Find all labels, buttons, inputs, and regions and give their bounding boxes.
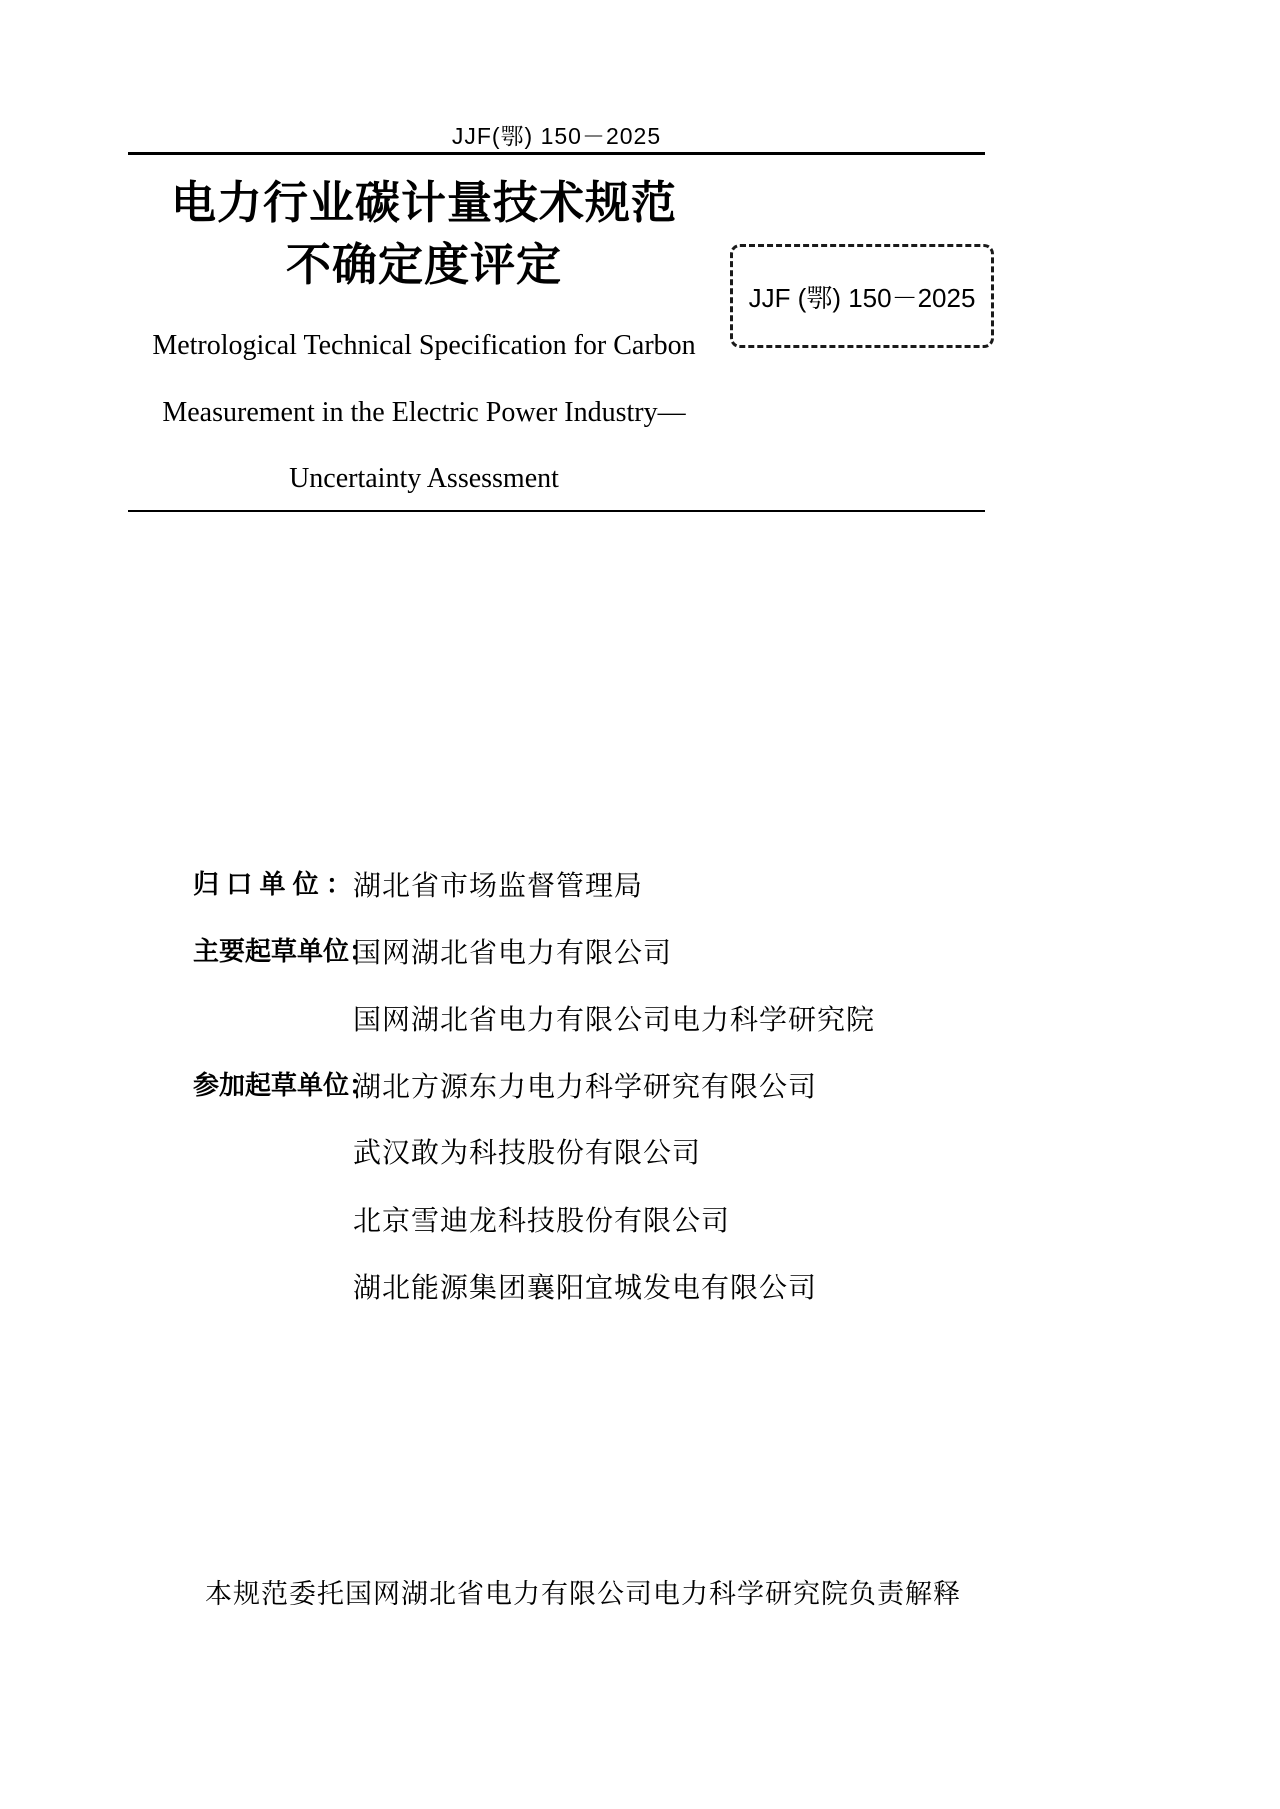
badge-standard-code: JJF (鄂) 150－2025 <box>748 282 976 313</box>
drafting-row <box>0 1065 1280 1101</box>
drafting-row <box>0 864 1280 900</box>
title-english-line1: Metrological Technical Specification for Carbon <box>152 330 696 361</box>
drafting-row <box>0 1131 1280 1167</box>
title-english-line3: Uncertainty Assessment <box>289 463 559 494</box>
drafting-row-label: 主要起草单位： <box>193 936 376 966</box>
drafting-row-value: 武汉敢为科技股份有限公司 <box>353 1138 702 1169</box>
drafting-row-value: 湖北省市场监督管理局 <box>353 871 644 902</box>
drafting-row-label: 参加起草单位： <box>193 1070 376 1100</box>
drafting-row-label: 归 口 单 位 ： <box>193 869 352 899</box>
drafting-row <box>0 931 1280 967</box>
drafting-row-value: 湖北方源东力电力科学研究有限公司 <box>353 1072 818 1103</box>
title-english-line2: Measurement in the Electric Power Industry— <box>162 397 686 428</box>
drafting-row-value: 北京雪迪龙科技股份有限公司 <box>353 1206 731 1237</box>
top-horizontal-rule <box>128 152 985 155</box>
title-chinese-line1: 电力行业碳计量技术规范 <box>170 177 677 228</box>
title-chinese-line2: 不确定度评定 <box>285 239 562 290</box>
interpretation-note: 本规范委托国网湖北省电力有限公司电力科学研究院负责解释 <box>205 1579 961 1609</box>
drafting-row-value: 国网湖北省电力有限公司 <box>353 938 673 969</box>
header-standard-code: JJF(鄂) 150－2025 <box>451 123 662 149</box>
drafting-row <box>0 1199 1280 1235</box>
drafting-row <box>0 1266 1280 1302</box>
drafting-row-value: 国网湖北省电力有限公司电力科学研究院 <box>353 1005 876 1036</box>
drafting-row-value: 湖北能源集团襄阳宜城发电有限公司 <box>353 1273 818 1304</box>
drafting-row <box>0 998 1280 1034</box>
standard-code-badge <box>730 244 994 348</box>
middle-horizontal-rule <box>128 510 985 512</box>
